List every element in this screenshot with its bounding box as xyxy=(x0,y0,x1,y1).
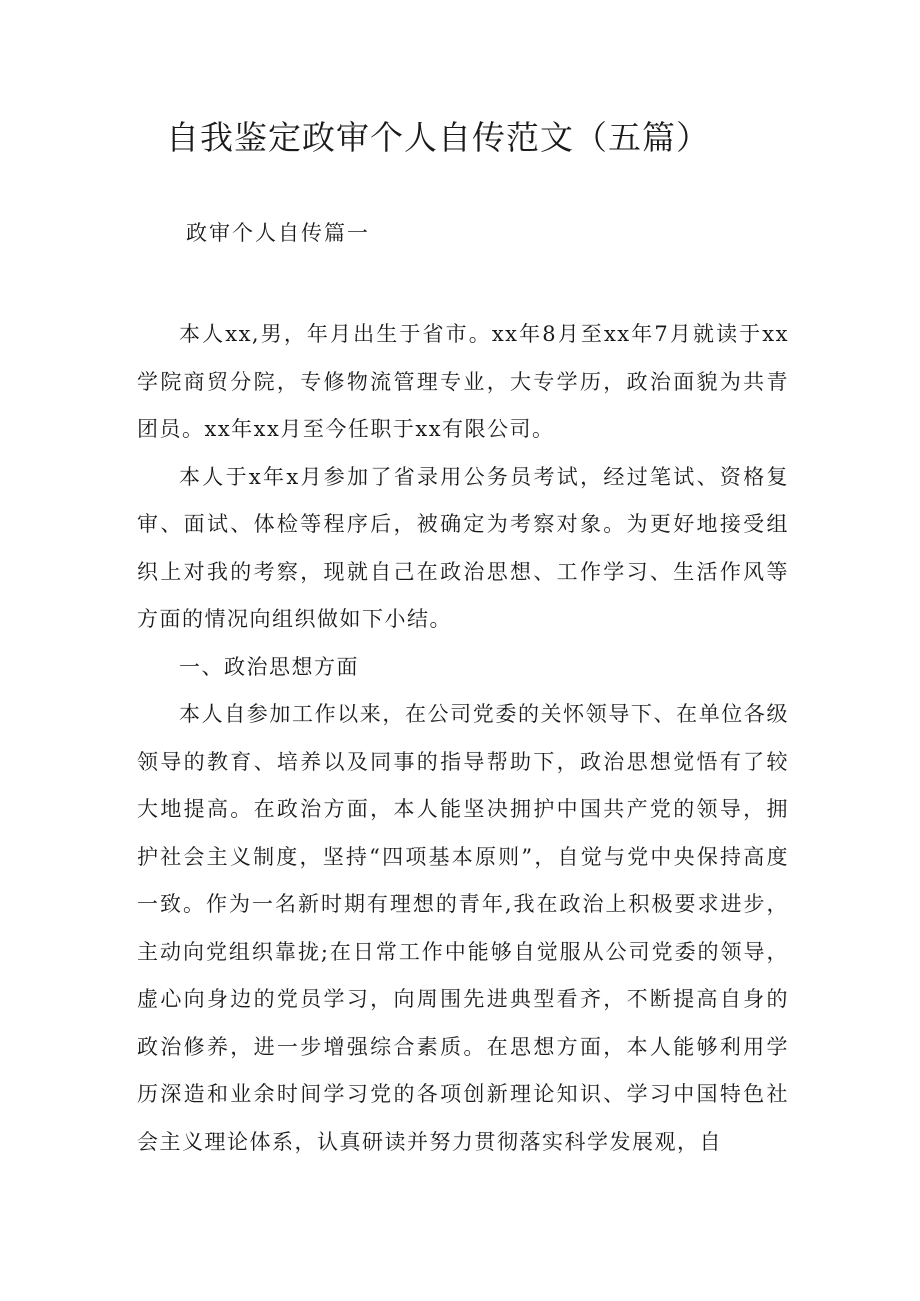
paragraph-intro: 本人xx,男，年月出生于省市。xx年8月至xx年7月就读于xx学院商贸分院，专修物流管理专业，大专学历，政治面貌为共青团员。xx年xx月至今任职于xx有限公司。 xyxy=(137,322,789,441)
document-title: 自我鉴定政审个人自传范文（五篇） xyxy=(166,118,710,157)
document-body xyxy=(137,311,789,1166)
paragraph-political: 本人自参加工作以来，在公司党委的关怀领导下、在单位各级领导的教育、培养以及同事的指导帮助下，政治思想觉悟有了较大地提高。在政治方面，本人能坚决拥护中国共产党的领导，拥护社会主义制度，坚持“四项基本原则”，自觉与党中央保持高度一致。作为一名新时期有理想的青年,我在政治上积极要求进步，主动向党组织靠拢;在日常工作中能够自觉服从公司党委的领导，虚心向身边的党员学习，向周围先进典型看齐，不断提高自身的政治修养，进一步增强综合素质。在思想方面，本人能够利用学历深造和业余时间学习党的各项创新理论知识、学习中国特色社会主义理论体系，认真研读并努力贯彻落实科学发展观，自 xyxy=(137,702,789,1154)
paragraph-exam: 本人于x年x月参加了省录用公务员考试，经过笔试、资格复审、面试、体检等程序后，被确定为考察对象。为更好地接受组织上对我的考察，现就自己在政治思想、工作学习、生活作风等方面的情况向组织做如下小结。 xyxy=(137,464,789,631)
section-heading: 政审个人自传篇一 xyxy=(186,221,370,245)
paragraph-subheading: 一、政治思想方面 xyxy=(179,654,359,679)
